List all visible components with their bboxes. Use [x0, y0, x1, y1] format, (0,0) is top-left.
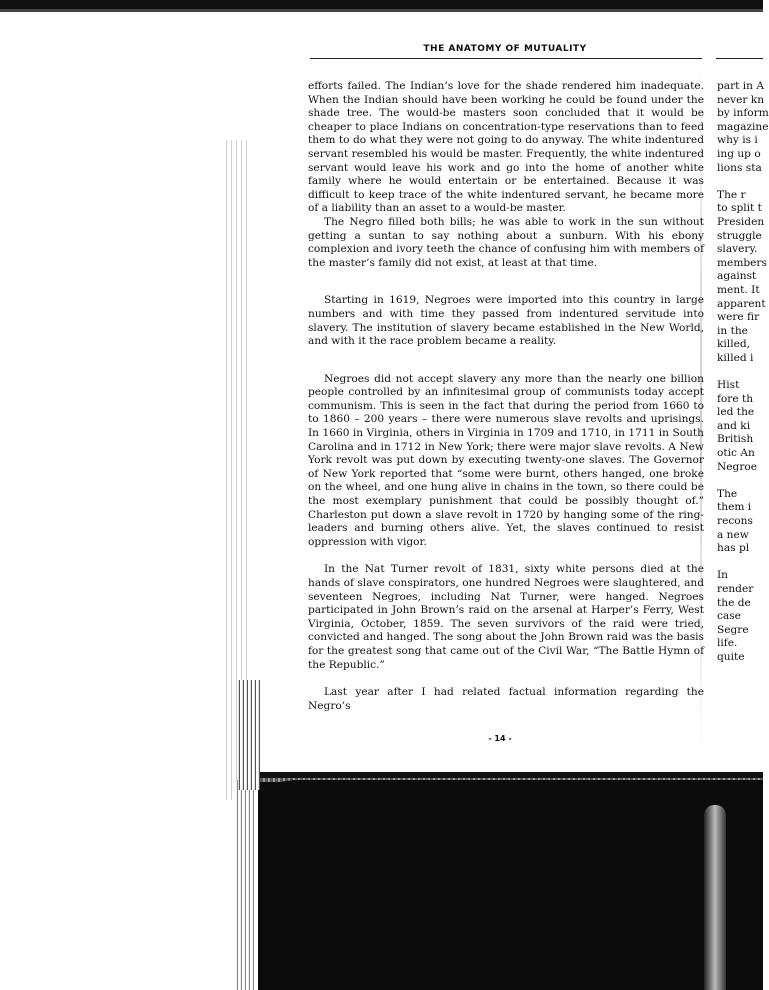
scan-top-edge	[0, 0, 763, 9]
facing-line: were fir	[717, 311, 760, 324]
paragraph-4: Negroes did not accept slavery any more than the nearly one billion people controlled by an infinitesimal group of communists today accept communism. This is seen in the fact that during the period from 1660 to to 1860 – 200 years – there were numerous slave revolts and uprisings. In 1660 in Virginia, others in Virginia in 1709 and 1710, in 1711 in South Carolina and in 1712 in New York; there were major slave revolts. A New York revolt was put down by executing twenty-one slaves. The Governor of New York reported that “some were burnt, others hanged, one broke on the wheel, and one hung alive in chains in the town, so there could be the most exemplary punishment that could be possibly thought of.” Charleston put down a slave revolt in 1720 by hanging some of the ring-leaders and burning others alive. Yet, the slaves continued to resist oppression with vigor.	[308, 372, 704, 548]
facing-line: otic An	[717, 447, 755, 460]
main-text-column	[308, 80, 704, 713]
facing-line: why is i	[717, 134, 758, 147]
facing-line: magazine	[717, 120, 769, 133]
paragraph-5: In the Nat Turner revolt of 1831, sixty white persons died at the hands of slave conspirators, one hundred Negroes were slaughtered, and seventeen Negroes, including Nat Turner, were hanged. Negroes participated in John Brown’s raid on the arsenal at Harper’s Ferry, West Virginia, October, 1859. The seven survivors of the raid were tried, convicted and hanged. The song about the John Brown raid was the basis for the greatest song that came out of the Civil War, “The Battle Hymn of the Republic.”	[308, 563, 704, 671]
facing-line: slavery.	[717, 243, 758, 256]
facing-line: struggle	[717, 229, 762, 242]
facing-line: a new	[717, 528, 749, 541]
facing-line: British	[717, 433, 754, 446]
facing-line: The r	[717, 188, 746, 201]
scan-top-edge-shadow	[0, 9, 763, 12]
binding-spine-lower	[238, 680, 260, 790]
facing-line: life.	[717, 637, 738, 650]
facing-line: them i	[717, 501, 752, 514]
facing-line: in the	[717, 324, 748, 337]
facing-line: never kn	[717, 93, 765, 106]
scanner-background	[258, 782, 763, 990]
facing-line: against	[717, 270, 757, 283]
facing-line: Presiden	[717, 215, 765, 228]
scanner-clip-shadow	[704, 805, 726, 990]
paragraph-2: The Negro filled both bills; he was able to work in the sun without getting a suntan to say nothing about a sunburn. With his ebony complexion and ivory teeth the chance of confusing him with members of the master’s family did not exist, at least at that time.	[308, 215, 704, 269]
facing-line: lions sta	[717, 161, 762, 174]
facing-line: apparent	[717, 297, 766, 310]
facing-line: to split t	[717, 202, 762, 215]
facing-line: In	[717, 569, 729, 582]
facing-line: led the	[717, 406, 755, 419]
facing-line: has pl	[717, 542, 750, 555]
facing-line	[717, 474, 763, 488]
facing-line: killed,	[717, 338, 751, 351]
facing-line: case	[717, 610, 741, 623]
facing-line: quite	[717, 650, 745, 663]
facing-page-column	[717, 80, 769, 665]
facing-line	[717, 365, 763, 379]
facing-header-rule	[716, 58, 763, 59]
facing-line: by inform	[717, 107, 769, 120]
facing-line: part in A	[717, 80, 765, 92]
facing-line: render	[717, 582, 754, 595]
facing-line: ing up o	[717, 147, 761, 160]
paragraph-1: efforts failed. The Indian’s love for the shade rendered him inadequate. When the Indian should have been working he could be found under the shade tree. The would-be masters soon concluded that it would be cheaper to place Indians on concentration-type reservations than to feed them to do what they were not going to do anyway. The white indentured servant resembled his would be master. Frequently, the white indentured servant would leave his work and go into the home of another white family where he would entertain or be entertained. Because it was difficult to keep trace of the white indentured servant, he became more of a liability than an asset to a would-be master.	[308, 80, 704, 215]
facing-line: and ki	[717, 419, 751, 432]
page-number: - 14 -	[488, 734, 512, 743]
running-head: THE ANATOMY OF MUTUALITY	[423, 44, 587, 54]
facing-line: fore th	[717, 392, 754, 405]
facing-line: the de	[717, 596, 751, 609]
facing-line: killed i	[717, 351, 754, 364]
paragraph-6: Last year after I had related factual information regarding the Negro’s	[308, 686, 704, 712]
header-rule	[310, 58, 702, 59]
facing-line: recons	[717, 515, 753, 527]
paragraph-3: Starting in 1619, Negroes were imported into this country in large numbers and with time they passed from indentured servitude into slavery. The institution of slavery became established in the New World, and with it the race problem became a reality.	[308, 294, 704, 348]
binding-edge-lower	[236, 780, 256, 990]
facing-line	[717, 175, 763, 189]
facing-line: Hist	[717, 379, 740, 392]
facing-line	[717, 556, 763, 570]
facing-line: Negroe	[717, 460, 758, 473]
facing-line: The	[717, 487, 738, 500]
facing-line: members	[717, 256, 767, 269]
facing-line: Segre	[717, 623, 749, 636]
facing-line: ment. It	[717, 283, 760, 296]
